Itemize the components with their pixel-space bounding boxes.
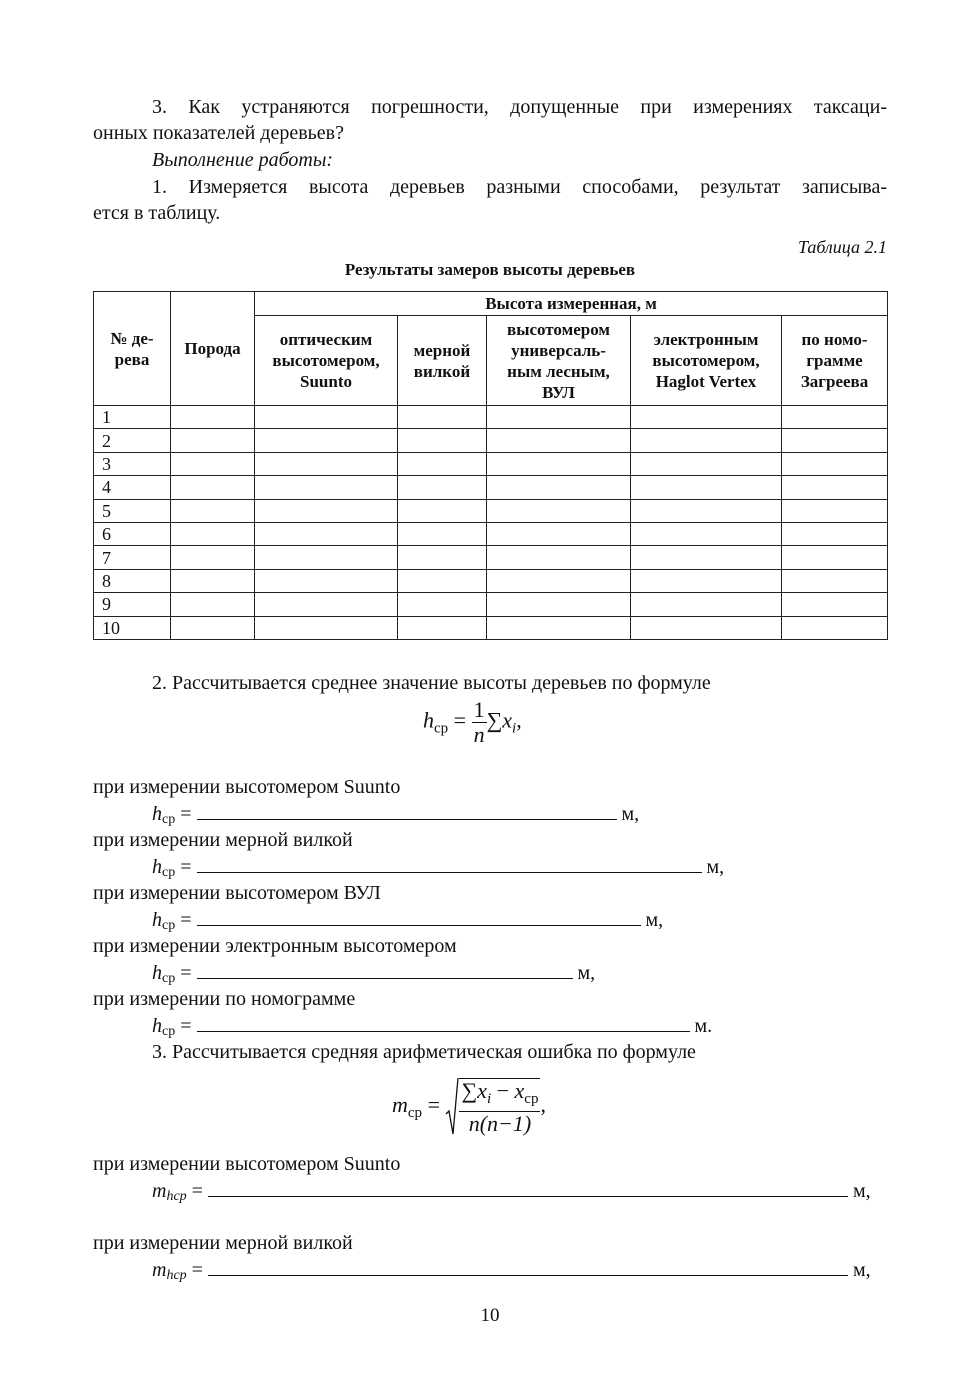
entry-cell[interactable] [171,499,255,522]
group-header-height: Высота измеренная, м [255,292,888,316]
table-label: Таблица 2.1 [797,237,887,257]
entry-cell[interactable] [631,452,782,475]
step-1-line-1: 1. Измеряется высота деревьев разными способами, результат записыва- [152,176,887,198]
entry-cell[interactable] [487,593,631,616]
answer-blank[interactable] [197,801,617,820]
entry-cell[interactable] [398,499,487,522]
entry-cell[interactable] [631,476,782,499]
method-label: при измерении мерной вилкой [93,1232,353,1254]
entry-cell[interactable] [487,406,631,429]
entry-cell[interactable] [255,406,398,429]
entry-cell[interactable] [398,452,487,475]
col-nomogram: по номо- грамме Загреева [782,316,888,406]
col-tree-number: № де- рева [94,292,171,406]
row-number: 3 [94,452,171,475]
entry-cell[interactable] [398,522,487,545]
results-table [93,291,888,640]
entry-cell[interactable] [255,429,398,452]
entry-cell[interactable] [631,499,782,522]
col-vul: высотомером универсаль- ным лесным, ВУЛ [487,316,631,406]
entry-cell[interactable] [782,546,888,569]
entry-cell[interactable] [782,429,888,452]
entry-cell[interactable] [782,616,888,639]
answer-blank[interactable] [197,960,573,979]
row-number: 8 [94,569,171,592]
entry-cell[interactable] [782,593,888,616]
row-number: 5 [94,499,171,522]
entry-cell[interactable] [487,522,631,545]
entry-cell[interactable] [398,616,487,639]
mean-error-answer: mhср = м, [152,1259,871,1283]
row-number: 4 [94,476,171,499]
mean-height-answer: hср = м, [152,856,725,880]
method-label: при измерении высотомером Suunto [93,1153,401,1175]
entry-cell[interactable] [631,569,782,592]
entry-cell[interactable] [487,499,631,522]
table-row [94,616,888,639]
entry-cell[interactable] [255,569,398,592]
step-3-text: 3. Рассчитывается средняя арифметическая ошибка по формуле [152,1041,696,1063]
entry-cell[interactable] [171,476,255,499]
entry-cell[interactable] [782,522,888,545]
entry-cell[interactable] [255,593,398,616]
col-vertex: электронным высотомером, Haglot Vertex [631,316,782,406]
table-title: Результаты замеров высоты деревьев [344,260,636,279]
step-1-line-2: ется в таблицу. [93,202,221,224]
row-number: 7 [94,546,171,569]
entry-cell[interactable] [398,476,487,499]
answer-blank[interactable] [197,907,641,926]
entry-cell[interactable] [487,452,631,475]
mean-error-answer: mhср = м, [152,1180,871,1204]
page-number: 10 [480,1305,500,1326]
entry-cell[interactable] [487,546,631,569]
method-label: при измерении электронным высотомером [93,935,457,957]
entry-cell[interactable] [631,522,782,545]
row-number: 9 [94,593,171,616]
entry-cell[interactable] [782,452,888,475]
col-caliper: мерной вилкой [398,316,487,406]
table-row [94,429,888,452]
entry-cell[interactable] [398,546,487,569]
entry-cell[interactable] [171,593,255,616]
answer-blank[interactable] [208,1257,848,1276]
entry-cell[interactable] [631,616,782,639]
entry-cell[interactable] [631,593,782,616]
entry-cell[interactable] [782,406,888,429]
mean-height-formula: $h_{ср}$ = $\frac{1}{n}$ $\sum x_i$, [423,697,522,747]
step-2-text: 2. Рассчитывается среднее значение высоты деревьев по формуле [152,672,711,694]
entry-cell[interactable] [398,429,487,452]
entry-cell[interactable] [782,569,888,592]
entry-cell[interactable] [631,546,782,569]
answer-blank[interactable] [197,1013,690,1032]
entry-cell[interactable] [631,406,782,429]
work-heading: Выполнение работы: [152,149,334,171]
row-number: 2 [94,429,171,452]
table-row [94,546,888,569]
mean-height-answer: hср = м, [152,962,596,986]
mean-height-answer: hср = м. [152,1015,713,1039]
table-row [94,499,888,522]
entry-cell[interactable] [255,452,398,475]
entry-cell[interactable] [487,616,631,639]
entry-cell[interactable] [782,499,888,522]
entry-cell[interactable] [398,569,487,592]
mean-height-answer: hср = м, [152,803,640,827]
row-number: 1 [94,406,171,429]
mean-error-formula: $m_{ср}$ = $\frac{\sum x_i - x_{ср}}{n(n-1)}$ , [392,1078,546,1136]
row-number: 10 [94,616,171,639]
question-3-line-2: онных показателей деревьев? [93,122,344,144]
entry-cell[interactable] [782,476,888,499]
entry-cell[interactable] [487,476,631,499]
question-3-line-1: 3. Как устраняются погрешности, допущенные при измерениях таксаци- [152,96,887,118]
entry-cell[interactable] [171,616,255,639]
entry-cell[interactable] [171,406,255,429]
method-label: при измерении высотомером ВУЛ [93,882,381,904]
table-row [94,522,888,545]
table-row [94,569,888,592]
answer-blank[interactable] [208,1178,848,1197]
entry-cell[interactable] [255,476,398,499]
col-species: Порода [171,292,255,406]
method-label: при измерении мерной вилкой [93,829,353,851]
method-label: при измерении высотомером Suunto [93,776,401,798]
entry-cell[interactable] [255,499,398,522]
mean-height-answer: hср = м, [152,909,664,933]
entry-cell[interactable] [398,593,487,616]
answer-blank[interactable] [197,854,702,873]
table-row [94,406,888,429]
entry-cell[interactable] [631,429,782,452]
entry-cell[interactable] [171,569,255,592]
col-suunto: оптическим высотомером, Suunto [255,316,398,406]
entry-cell[interactable] [255,522,398,545]
table-row [94,593,888,616]
entry-cell[interactable] [398,406,487,429]
entry-cell[interactable] [255,616,398,639]
entry-cell[interactable] [171,546,255,569]
table-row [94,452,888,475]
table-row [94,476,888,499]
entry-cell[interactable] [255,546,398,569]
method-label: при измерении по номограмме [93,988,356,1010]
sqrt-sign-icon [445,1076,459,1138]
row-number: 6 [94,522,171,545]
entry-cell[interactable] [171,522,255,545]
entry-cell[interactable] [487,429,631,452]
entry-cell[interactable] [487,569,631,592]
entry-cell[interactable] [171,429,255,452]
entry-cell[interactable] [171,452,255,475]
